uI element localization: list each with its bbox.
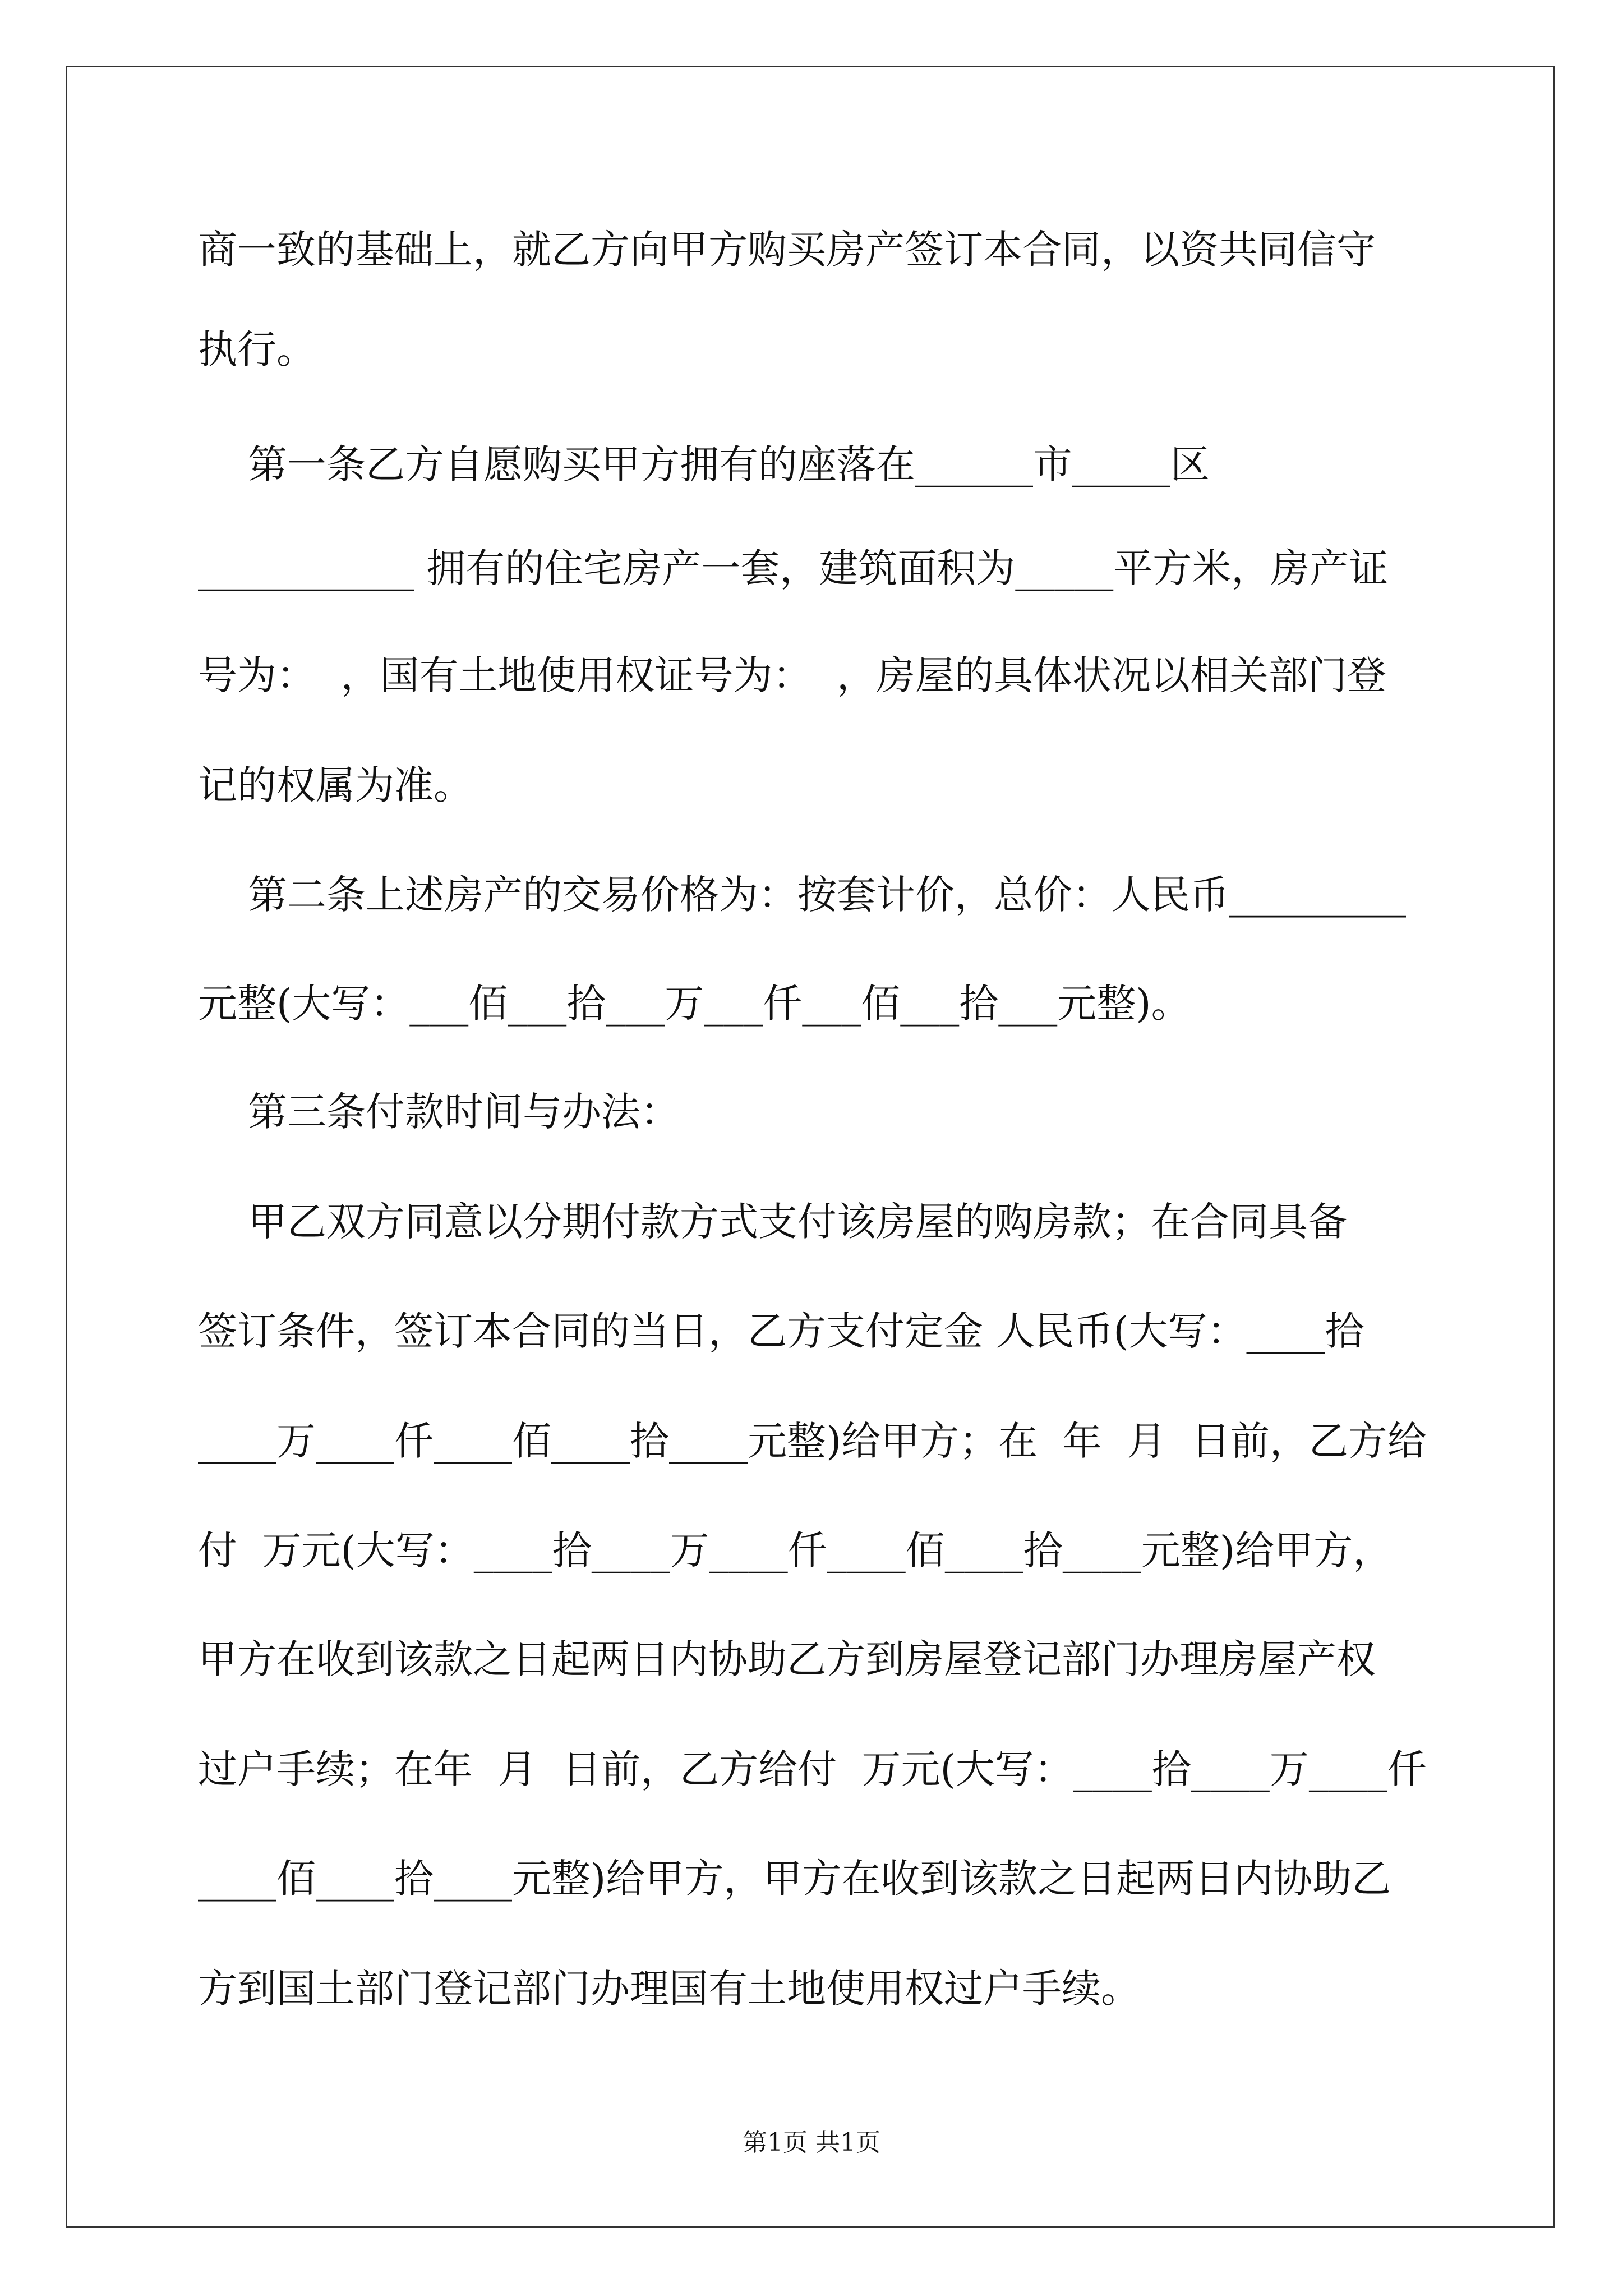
text-line: ___________ 拥有的住宅房产一套，建筑面积为_____平方米，房产证 bbox=[198, 545, 1389, 591]
text-line: 甲方在收到该款之日起两日内协助乙方到房屋登记部门办理房屋产权 bbox=[198, 1636, 1376, 1682]
text-line: 第二条上述房产的交易价格为：按套计价，总价：人民币_________ bbox=[198, 872, 1407, 918]
text-line: 元整(大写：___佰___拾___万___仟___佰___拾___元整)。 bbox=[198, 981, 1191, 1027]
text-line: 第三条付款时间与办法： bbox=[198, 1089, 680, 1135]
text-line: ____佰____拾____元整)给甲方，甲方在收到该款之日起两日内协助乙 bbox=[198, 1856, 1391, 1902]
text-line: 付 万元(大写：____拾____万____仟____佰____拾____元整)给甲方， bbox=[198, 1527, 1393, 1573]
text-line: 号为： ，国有土地使用权证号为： ，房屋的具体状况以相关部门登 bbox=[198, 652, 1387, 698]
page-footer: 第1页 共1页 bbox=[743, 2128, 880, 2157]
text-line: 执行。 bbox=[198, 326, 316, 372]
text-line: ____万____仟____佰____拾____元整)给甲方；在 年 月 日前，乙方给 bbox=[198, 1418, 1427, 1464]
text-line: 记的权属为准。 bbox=[198, 762, 473, 808]
text-line: 第一条乙方自愿购买甲方拥有的座落在______市_____区 bbox=[198, 441, 1210, 487]
text-line: 商一致的基础上，就乙方向甲方购买房产签订本合同，以资共同信守 bbox=[198, 227, 1376, 273]
text-line: 签订条件，签订本合同的当日，乙方支付定金 人民币(大写：____拾 bbox=[198, 1308, 1364, 1354]
text-line: 甲乙双方同意以分期付款方式支付该房屋的购房款；在合同具备 bbox=[198, 1199, 1348, 1245]
text-line: 过户手续；在年 月 日前，乙方给付 万元(大写：____拾____万____仟 bbox=[198, 1746, 1427, 1792]
text-line: 方到国土部门登记部门办理国有土地使用权过户手续。 bbox=[198, 1966, 1140, 2012]
